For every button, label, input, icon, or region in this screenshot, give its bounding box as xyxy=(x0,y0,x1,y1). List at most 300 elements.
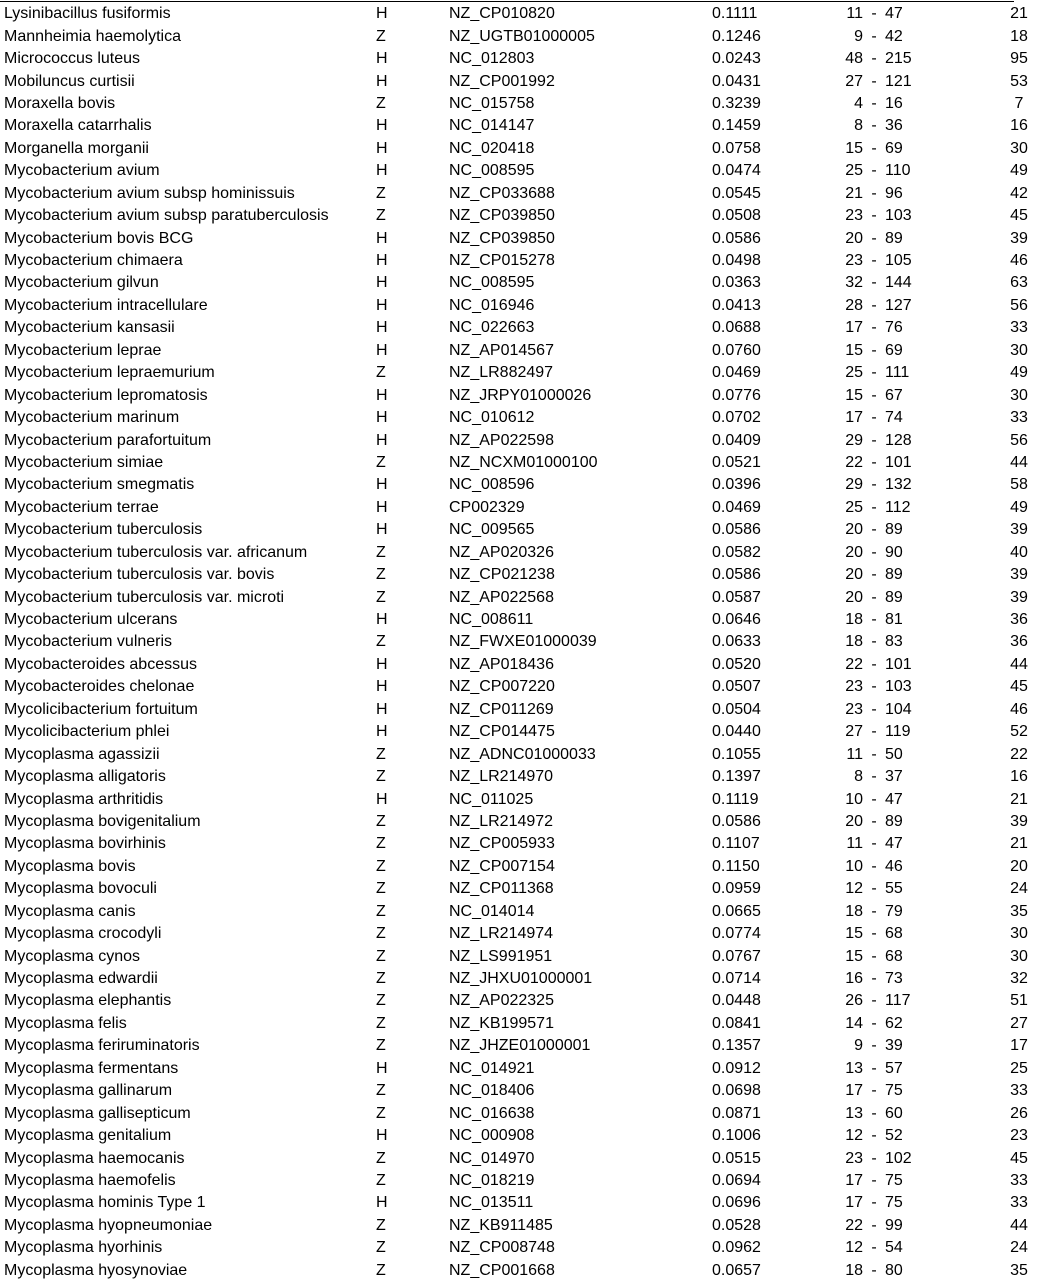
host-code: H xyxy=(376,655,388,673)
range-cell xyxy=(829,1192,989,1214)
accession-id: NZ_LS991951 xyxy=(449,947,553,965)
table-row xyxy=(0,721,1049,743)
range-high: 54 xyxy=(885,1239,903,1257)
accession-id: NC_018219 xyxy=(449,1171,535,1189)
range-cell xyxy=(829,1058,989,1080)
range-cell xyxy=(829,676,989,698)
accession-id: NZ_CP007220 xyxy=(449,678,555,696)
range-value xyxy=(829,116,921,136)
host-code: H xyxy=(376,296,388,314)
range-value xyxy=(829,924,921,944)
count-value: 21 xyxy=(1010,790,1028,808)
range-value xyxy=(829,363,921,383)
organism-name: Mycoplasma edwardii xyxy=(4,970,158,988)
range-high: 68 xyxy=(885,925,903,943)
range-dash: - xyxy=(871,1082,877,1100)
range-high: 50 xyxy=(885,745,903,763)
range-low: 25 xyxy=(845,364,863,382)
range-dash: - xyxy=(871,94,877,112)
organism-name: Mycobacteroides abcessus xyxy=(4,655,197,673)
range-cell xyxy=(829,317,989,339)
table-row xyxy=(0,923,1049,945)
table-row xyxy=(0,1013,1049,1035)
frequency-value: 0.0582 xyxy=(712,543,761,561)
range-high: 75 xyxy=(885,1194,903,1212)
range-low: 8 xyxy=(854,768,863,786)
accession-id: NC_008611 xyxy=(449,611,534,629)
organism-name: Moraxella catarrhalis xyxy=(4,117,152,135)
range-value xyxy=(829,588,921,608)
range-low: 11 xyxy=(846,835,863,853)
range-cell xyxy=(829,384,989,406)
range-value xyxy=(829,1104,921,1124)
range-high: 144 xyxy=(885,274,912,292)
table-row xyxy=(0,384,1049,406)
range-value xyxy=(829,72,921,92)
range-dash: - xyxy=(871,1127,877,1145)
range-dash: - xyxy=(871,947,877,965)
range-low: 9 xyxy=(854,1037,863,1055)
range-low: 22 xyxy=(845,1216,863,1234)
range-cell xyxy=(829,183,989,205)
range-cell xyxy=(829,766,989,788)
accession-id: NZ_JHXU01000001 xyxy=(449,970,593,988)
host-code: Z xyxy=(376,1014,386,1032)
frequency-value: 0.0696 xyxy=(712,1194,761,1212)
host-code: Z xyxy=(376,184,386,202)
count-value: 27 xyxy=(1010,1014,1028,1032)
range-dash: - xyxy=(871,700,877,718)
organism-name: Mycoplasma hyopneumoniae xyxy=(4,1216,213,1234)
range-low: 10 xyxy=(845,790,863,808)
accession-id: NC_014921 xyxy=(449,1059,535,1077)
table-row xyxy=(0,362,1049,384)
accession-id: NZ_CP033688 xyxy=(449,184,555,202)
accession-id: NZ_CP007154 xyxy=(449,857,555,875)
table-row xyxy=(0,1058,1049,1080)
range-cell xyxy=(829,878,989,900)
table-row xyxy=(0,205,1049,227)
range-dash: - xyxy=(871,409,877,427)
range-high: 127 xyxy=(885,296,912,314)
organism-name: Mycobacterium tuberculosis var. africanum xyxy=(4,543,308,561)
frequency-value: 0.0440 xyxy=(712,723,761,741)
host-code: H xyxy=(376,319,388,337)
table-top-rule xyxy=(0,1,1014,2)
frequency-value: 0.0409 xyxy=(712,431,761,449)
range-high: 39 xyxy=(885,1037,903,1055)
range-high: 16 xyxy=(885,94,903,112)
organism-name: Mycobacterium avium subsp hominissuis xyxy=(4,184,295,202)
range-cell xyxy=(829,25,989,47)
host-code: Z xyxy=(376,633,386,651)
organism-name: Mycobacterium chimaera xyxy=(4,252,183,270)
range-dash: - xyxy=(871,117,877,135)
frequency-value: 0.0912 xyxy=(712,1059,761,1077)
organism-name: Mycoplasma agassizii xyxy=(4,745,160,763)
accession-id: NC_022663 xyxy=(449,319,535,337)
range-low: 17 xyxy=(845,1194,863,1212)
range-value xyxy=(829,857,921,877)
range-value xyxy=(829,1126,921,1146)
range-value xyxy=(829,49,921,69)
accession-id: NC_014014 xyxy=(449,902,535,920)
range-cell xyxy=(829,3,989,25)
range-high: 103 xyxy=(885,207,912,225)
count-value: 35 xyxy=(1010,1261,1028,1279)
frequency-value: 0.0586 xyxy=(712,566,761,584)
organism-name: Mycobacterium lepromatosis xyxy=(4,386,208,404)
range-low: 18 xyxy=(845,633,863,651)
frequency-value: 0.0243 xyxy=(712,50,761,68)
range-cell xyxy=(829,138,989,160)
range-value xyxy=(829,296,921,316)
frequency-value: 0.0633 xyxy=(712,633,761,651)
frequency-value: 0.0774 xyxy=(712,925,761,943)
count-value: 56 xyxy=(1010,431,1028,449)
host-code: H xyxy=(376,252,388,270)
table-row xyxy=(0,3,1049,25)
host-code: H xyxy=(376,409,388,427)
range-low: 20 xyxy=(845,229,863,247)
table-row xyxy=(0,676,1049,698)
count-value: 33 xyxy=(1010,1194,1028,1212)
organism-name: Moraxella bovis xyxy=(4,94,116,112)
range-high: 102 xyxy=(885,1149,912,1167)
count-value: 49 xyxy=(1010,162,1028,180)
range-dash: - xyxy=(871,1171,877,1189)
range-cell xyxy=(829,115,989,137)
organism-name: Mycoplasma bovoculi xyxy=(4,880,157,898)
range-dash: - xyxy=(871,1014,877,1032)
count-value: 40 xyxy=(1010,543,1028,561)
range-high: 62 xyxy=(885,1014,903,1032)
range-low: 22 xyxy=(845,655,863,673)
range-high: 75 xyxy=(885,1082,903,1100)
count-value: 16 xyxy=(1010,117,1028,135)
frequency-value: 0.0587 xyxy=(712,588,761,606)
range-low: 12 xyxy=(845,1127,863,1145)
frequency-value: 0.1459 xyxy=(712,117,761,135)
accession-id: NZ_CP001668 xyxy=(449,1261,555,1279)
frequency-value: 0.0959 xyxy=(712,880,761,898)
host-code: Z xyxy=(376,1171,386,1189)
count-value: 22 xyxy=(1010,745,1028,763)
range-dash: - xyxy=(871,1239,877,1257)
range-dash: - xyxy=(871,970,877,988)
table-row xyxy=(0,1035,1049,1057)
organism-name: Mycoplasma gallinarum xyxy=(4,1082,173,1100)
range-low: 29 xyxy=(845,431,863,449)
range-high: 83 xyxy=(885,633,903,651)
count-value: 56 xyxy=(1010,296,1028,314)
frequency-value: 0.0962 xyxy=(712,1239,761,1257)
range-cell xyxy=(829,227,989,249)
accession-id: NC_008595 xyxy=(449,162,535,180)
range-cell xyxy=(829,205,989,227)
range-value xyxy=(829,341,921,361)
range-high: 101 xyxy=(885,453,912,471)
frequency-value: 0.0760 xyxy=(712,341,761,359)
frequency-value: 0.0528 xyxy=(712,1216,761,1234)
range-dash: - xyxy=(871,588,877,606)
host-code: Z xyxy=(376,947,386,965)
range-cell xyxy=(829,160,989,182)
frequency-value: 0.1006 xyxy=(712,1127,761,1145)
count-value: 26 xyxy=(1010,1104,1028,1122)
table-row xyxy=(0,160,1049,182)
range-high: 74 xyxy=(885,409,903,427)
count-value: 39 xyxy=(1010,521,1028,539)
organism-name: Morganella morganii xyxy=(4,139,149,157)
table-row xyxy=(0,1260,1049,1282)
range-value xyxy=(829,834,921,854)
range-dash: - xyxy=(871,252,877,270)
accession-id: NZ_JHZE01000001 xyxy=(449,1037,591,1055)
range-high: 46 xyxy=(885,857,903,875)
range-high: 96 xyxy=(885,184,903,202)
range-value xyxy=(829,969,921,989)
range-dash: - xyxy=(871,745,877,763)
range-high: 89 xyxy=(885,812,903,830)
accession-id: NZ_LR214970 xyxy=(449,768,554,786)
range-dash: - xyxy=(871,229,877,247)
range-low: 13 xyxy=(845,1104,863,1122)
range-cell xyxy=(829,631,989,653)
organism-table xyxy=(0,3,1049,1282)
organism-name: Mycobacterium ulcerans xyxy=(4,611,178,629)
range-high: 117 xyxy=(885,992,911,1010)
count-value: 7 xyxy=(1014,94,1024,112)
range-value xyxy=(829,1238,921,1258)
count-value: 33 xyxy=(1010,319,1028,337)
range-high: 132 xyxy=(885,476,912,494)
count-value: 42 xyxy=(1010,184,1028,202)
range-low: 15 xyxy=(845,947,863,965)
range-cell xyxy=(829,519,989,541)
range-cell xyxy=(829,250,989,272)
count-value: 36 xyxy=(1010,633,1028,651)
range-low: 17 xyxy=(845,1082,863,1100)
range-high: 75 xyxy=(885,1171,903,1189)
range-value xyxy=(829,475,921,495)
host-code: H xyxy=(376,386,388,404)
organism-name: Mycoplasma arthritidis xyxy=(4,790,164,808)
host-code: Z xyxy=(376,364,386,382)
host-code: H xyxy=(376,341,388,359)
range-value xyxy=(829,991,921,1011)
frequency-value: 0.0521 xyxy=(712,453,761,471)
table-row xyxy=(0,519,1049,541)
range-value xyxy=(829,184,921,204)
table-row xyxy=(0,48,1049,70)
range-value xyxy=(829,1149,921,1169)
range-value xyxy=(829,386,921,406)
range-high: 89 xyxy=(885,566,903,584)
count-value: 21 xyxy=(1010,5,1028,23)
range-high: 67 xyxy=(885,386,903,404)
range-low: 4 xyxy=(854,94,863,112)
range-value xyxy=(829,745,921,765)
range-dash: - xyxy=(871,857,877,875)
range-low: 15 xyxy=(845,925,863,943)
table-row xyxy=(0,474,1049,496)
range-low: 13 xyxy=(845,1059,863,1077)
frequency-value: 0.1111 xyxy=(712,5,758,23)
range-dash: - xyxy=(871,319,877,337)
frequency-value: 0.0431 xyxy=(712,72,761,90)
table-row xyxy=(0,901,1049,923)
accession-id: NC_015758 xyxy=(449,94,535,112)
range-cell xyxy=(829,609,989,631)
range-dash: - xyxy=(871,521,877,539)
range-cell xyxy=(829,1080,989,1102)
range-value xyxy=(829,251,921,271)
frequency-value: 0.0586 xyxy=(712,812,761,830)
range-low: 28 xyxy=(845,296,863,314)
organism-name: Mycoplasma hyosynoviae xyxy=(4,1261,188,1279)
frequency-value: 0.0688 xyxy=(712,319,761,337)
accession-id: NZ_CP014475 xyxy=(449,723,555,741)
range-value xyxy=(829,1216,921,1236)
range-dash: - xyxy=(871,27,877,45)
range-cell xyxy=(829,48,989,70)
host-code: H xyxy=(376,139,388,157)
range-value xyxy=(829,655,921,675)
range-high: 73 xyxy=(885,970,903,988)
count-value: 45 xyxy=(1010,1149,1028,1167)
range-high: 104 xyxy=(885,700,912,718)
accession-id: NZ_LR214974 xyxy=(449,925,554,943)
count-value: 18 xyxy=(1010,27,1028,45)
table-row xyxy=(0,295,1049,317)
range-high: 121 xyxy=(885,72,912,90)
host-code: H xyxy=(376,498,388,516)
frequency-value: 0.0586 xyxy=(712,229,761,247)
count-value: 32 xyxy=(1010,970,1028,988)
range-dash: - xyxy=(871,1059,877,1077)
range-high: 69 xyxy=(885,341,903,359)
range-value xyxy=(829,543,921,563)
range-low: 15 xyxy=(845,386,863,404)
range-low: 20 xyxy=(845,521,863,539)
range-dash: - xyxy=(871,341,877,359)
range-high: 36 xyxy=(885,117,903,135)
accession-id: NC_011025 xyxy=(449,790,534,808)
frequency-value: 0.1397 xyxy=(712,768,761,786)
frequency-value: 0.0714 xyxy=(712,970,761,988)
range-low: 17 xyxy=(845,409,863,427)
host-code: Z xyxy=(376,566,386,584)
range-cell xyxy=(829,407,989,429)
host-code: Z xyxy=(376,880,386,898)
table-row xyxy=(0,250,1049,272)
range-low: 32 xyxy=(845,274,863,292)
range-high: 47 xyxy=(885,790,903,808)
range-cell xyxy=(829,1125,989,1147)
host-code: H xyxy=(376,72,388,90)
host-code: Z xyxy=(376,925,386,943)
range-dash: - xyxy=(871,72,877,90)
range-value xyxy=(829,4,921,24)
count-value: 49 xyxy=(1010,498,1028,516)
range-cell xyxy=(829,654,989,676)
table-row xyxy=(0,833,1049,855)
count-value: 33 xyxy=(1010,1082,1028,1100)
range-dash: - xyxy=(871,431,877,449)
range-cell xyxy=(829,1035,989,1057)
host-code: H xyxy=(376,229,388,247)
accession-id: NC_020418 xyxy=(449,139,535,157)
accession-id: NC_016638 xyxy=(449,1104,535,1122)
organism-name: Mycobacterium simiae xyxy=(4,453,164,471)
count-value: 33 xyxy=(1010,409,1028,427)
organism-name: Mycobacterium tuberculosis var. microti xyxy=(4,588,285,606)
table-row xyxy=(0,115,1049,137)
range-dash: - xyxy=(871,139,877,157)
range-dash: - xyxy=(871,1261,877,1279)
range-value xyxy=(829,1171,921,1191)
count-value: 45 xyxy=(1010,678,1028,696)
host-code: Z xyxy=(376,1037,386,1055)
range-cell xyxy=(829,990,989,1012)
range-value xyxy=(829,790,921,810)
range-value xyxy=(829,27,921,47)
organism-name: Mycobacterium lepraemurium xyxy=(4,364,215,382)
organism-name: Mycobacterium vulneris xyxy=(4,633,173,651)
frequency-value: 0.0694 xyxy=(712,1171,761,1189)
range-dash: - xyxy=(871,498,877,516)
table-row xyxy=(0,990,1049,1012)
range-cell xyxy=(829,1147,989,1169)
accession-id: NC_018406 xyxy=(449,1082,535,1100)
range-dash: - xyxy=(871,566,877,584)
accession-id: NZ_AP022568 xyxy=(449,588,554,606)
range-value xyxy=(829,273,921,293)
accession-id: NC_000908 xyxy=(449,1127,535,1145)
host-code: Z xyxy=(376,1261,386,1279)
range-low: 27 xyxy=(845,72,863,90)
range-dash: - xyxy=(871,723,877,741)
host-code: Z xyxy=(376,1149,386,1167)
range-high: 90 xyxy=(885,543,903,561)
host-code: Z xyxy=(376,453,386,471)
range-high: 81 xyxy=(885,611,903,629)
accession-id: NC_012803 xyxy=(449,50,535,68)
host-code: H xyxy=(376,790,388,808)
count-value: 21 xyxy=(1010,835,1028,853)
frequency-value: 0.1357 xyxy=(712,1037,761,1055)
range-value xyxy=(829,139,921,159)
range-value xyxy=(829,318,921,338)
organism-name: Mycobacteroides chelonae xyxy=(4,678,195,696)
count-value: 30 xyxy=(1010,925,1028,943)
range-value xyxy=(829,610,921,630)
accession-id: NC_010612 xyxy=(449,409,535,427)
frequency-value: 0.0545 xyxy=(712,184,761,202)
range-cell xyxy=(829,93,989,115)
organism-name: Mycobacterium parafortuitum xyxy=(4,431,212,449)
host-code: H xyxy=(376,1127,388,1145)
frequency-value: 0.0469 xyxy=(712,498,761,516)
frequency-value: 0.3239 xyxy=(712,94,761,112)
count-value: 30 xyxy=(1010,947,1028,965)
range-low: 20 xyxy=(845,566,863,584)
range-dash: - xyxy=(871,453,877,471)
range-dash: - xyxy=(871,790,877,808)
count-value: 44 xyxy=(1010,655,1028,673)
accession-id: NZ_NCXM01000100 xyxy=(449,453,598,471)
